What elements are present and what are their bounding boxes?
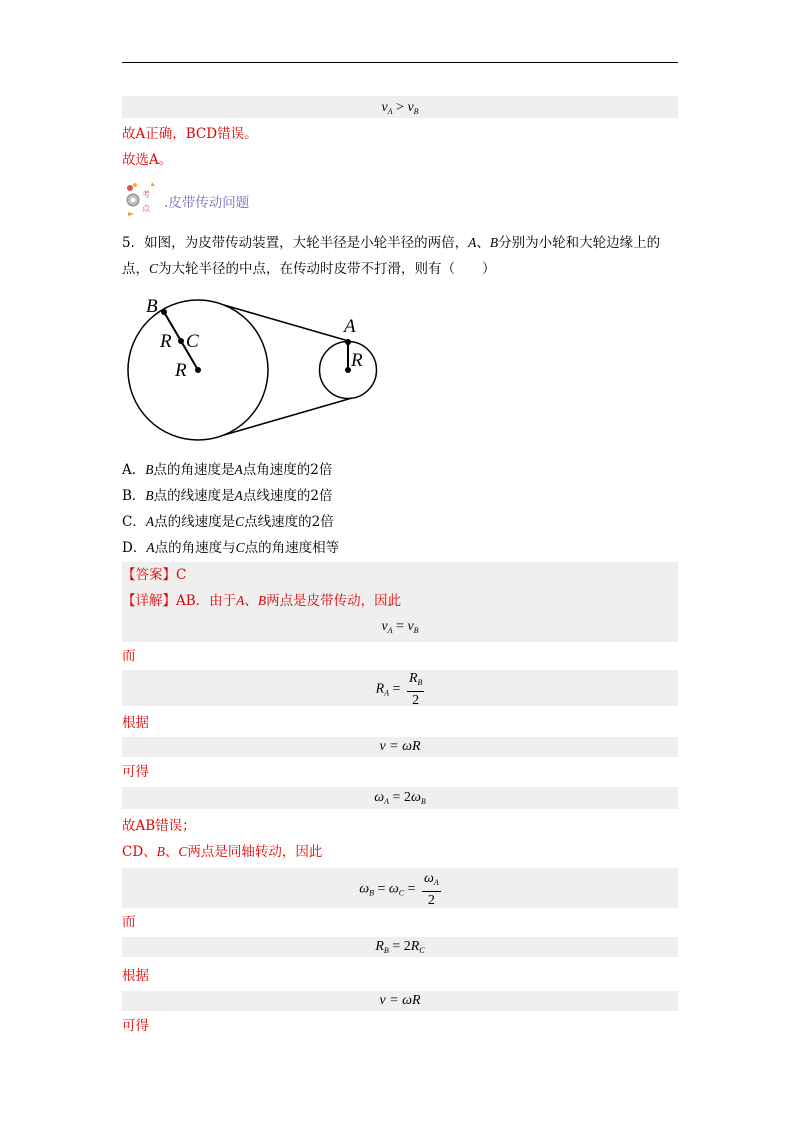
text-genju-2: 根据: [122, 968, 149, 984]
text-er-2: 而: [122, 914, 136, 930]
label-R-lower: R: [175, 360, 187, 381]
option-d: D．A点的角速度与C点的角速度相等: [122, 540, 340, 556]
belt-top: [224, 305, 352, 342]
point-C: [178, 338, 184, 344]
label-R-small: R: [351, 350, 363, 371]
belt-bottom: [224, 398, 352, 435]
label-B: B: [146, 296, 158, 317]
equation-va-eq-vb: $v_A = v_B$: [381, 619, 419, 635]
text-ab-wrong: 故AB错误；: [122, 818, 196, 834]
kaodian-label: .皮带传动问题: [164, 195, 250, 211]
choice-line: 故选A。: [122, 152, 173, 168]
text-cd: CD、B、C两点是同轴转动，因此: [122, 844, 323, 860]
label-R-upper: R: [160, 331, 172, 352]
text-kede-2: 可得: [122, 1018, 149, 1034]
equation-ra: $R_A$ = $\frac{R_B}{2}$: [375, 671, 423, 708]
equation-rb: $R_B = 2R_C$: [375, 939, 425, 955]
kaodian-icon: [122, 180, 162, 220]
option-c: C．A点的线速度是C点线速度的2倍: [122, 514, 334, 530]
text-kede-1: 可得: [122, 764, 149, 780]
large-center: [195, 367, 201, 373]
conclusion-line: 故A正确，BCD错误。: [122, 126, 258, 142]
equation-omega-b-c: $\omega_B = \omega_C$ = $\frac{\omega_A}{2}$: [359, 871, 439, 908]
question-number: 5．: [122, 235, 145, 251]
svg-text:考: 考: [142, 190, 150, 199]
answer-label: 【答案】C: [122, 567, 187, 583]
label-A: A: [344, 316, 356, 337]
question-text: 5．如图，为皮带传动装置，大轮半径是小轮半径的两倍，A、B分别为小轮和大轮边缘上的点，C为大轮半径的中点，在传动时皮带不打滑，则有（ ）: [122, 235, 661, 277]
option-b: B．B点的线速度是A点线速度的2倍: [122, 488, 333, 504]
point-B: [161, 309, 167, 315]
text-genju-1: 根据: [122, 715, 149, 731]
equation-omega-a: $\omega_A = 2\omega_B$: [374, 790, 426, 806]
header-rule: [122, 62, 678, 63]
belt-drive-figure: [120, 290, 390, 450]
equation-v-omega-r-2: v = ωR: [379, 993, 421, 1008]
svg-text:点: 点: [142, 204, 150, 213]
detail-line: 【详解】AB．由于A、B两点是皮带传动，因此: [122, 593, 402, 609]
label-C: C: [186, 331, 199, 352]
equation-v-omega-r-1: v = ωR: [379, 739, 421, 754]
equation-va-gt-vb: $v_A > v_B$: [381, 100, 419, 116]
point-A: [345, 339, 351, 345]
text-er-1: 而: [122, 648, 136, 664]
option-a: A．B点的角速度是A点角速度的2倍: [122, 462, 333, 478]
